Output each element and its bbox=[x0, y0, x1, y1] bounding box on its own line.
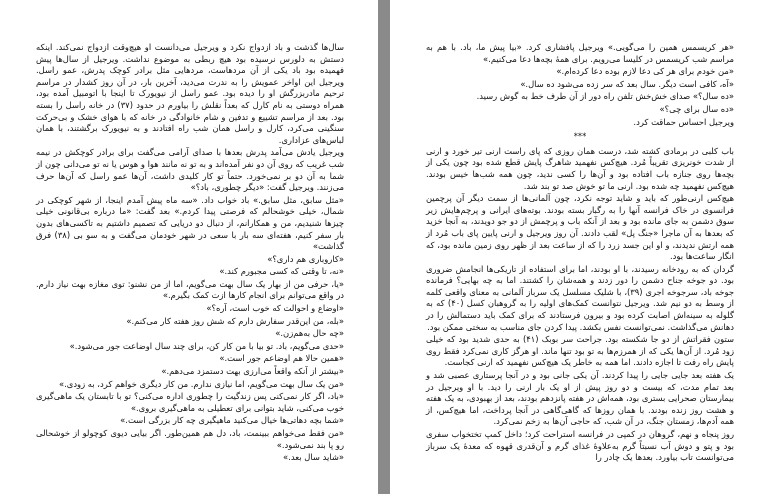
paragraph: «من یک سال بهت می‌گویم، اما نیازی ندارم. من کار دیگری خواهم کرد، به زودی.» bbox=[58, 378, 344, 389]
left-page bbox=[0, 0, 378, 494]
paragraph: «باد، اگر کار نمی‌کنی پس زندگیت را چطوری اداره می‌کنی؟ تو با تابستان یک ماهی‌گیری خوب می‌کنی، شاید بتوانی برای تعطیلی به ماهی‌گیری بروی.» bbox=[36, 391, 344, 413]
paragraph: «من خودم برای هر کی دعا لازم بوده دعا کرده‌ام.» bbox=[556, 66, 734, 77]
paragraph: باب کلبی در برمادی کشته شد، درست همان روزی که پای راست ارنی تیر خورد و ارنی از شدت خونریزی تقریباً مُرد. هیچ‌کس نفهمید شاهرگ پایش قطع شده بود چون یکی از بچه‌ها روی جنازه باب افتاده بود و آن‌ها را کسی ندید، چون همه شب‌ها خیس بودند. هیچ‌کس نفهمید چه شده بود. ارنی ما تو خوش صد تو بند شد. bbox=[426, 145, 734, 191]
paragraph: ویرجیل یادش می‌آمد پدرش بعدها با صدای آرامی می‌گفت برای برادر کوچکش در نیمه شب غریب که روی آن دو نفر آمده‌اند و به تو نه مانند هوا و هوس یا نه تو می‌دانی چون از شما به آن دو بر نمی‌خورد. حتماً تو کار کلیدی داشت، آن‌ها عمو راسل که آن‌ها حرف می‌زنند. ویرجیل گفت: «دیگر چطوری، باد؟» bbox=[36, 147, 344, 193]
paragraph: هیچ‌کس ارنی‌طور که باید و شاید توجه نکرد، چون آلمانی‌ها از سمت دیگر آن پرچمین فرانسوی در خاک فرانسه آنها را به رگبار بسته بودند. بوته‌های ایرانی و پرچم‌هایش زیر سوق دشمن به جای مانده بود و بعد از آنکه باب و پرچمش از دو جو دویدند، به آنجا خزید که بعدها به آن ماجرا «جنگ پل» لقب دادند. آن روز ویرجیل و ارنی پایین پای باب مُرد از همه ارتش ندیدند، و او این جسد زرد را که از ساعت بعد از ظهر روی زمین مانده بود، که انگار ساعت‌ها بود. bbox=[426, 193, 734, 262]
paragraph: ویرجیل احساس حماقت کرد. bbox=[633, 116, 734, 127]
paragraph: «مثل سابق، مثل سابق.» باد خواب داد. «سه ماه پیش آمدم اینجا، از شهر کوچکی در شمال، خیلی خوشحالم که فرصتی پیدا کردم.» بعد گفت: «ما درباره بی‌قانونی خیلی چیزها شنیدیم، من و همکارانم، از دنبال دو دریایی که تصمیم داشتیم به تاکسی‌های بدون بار سفر کنیم، هفته‌ای سه بار با سعی در شهر خودمان می‌گفت و به سو بی (۳۸) فرق گذاشت» bbox=[36, 194, 344, 252]
paragraph: «آه، کافی است دیگر. سال بعد که سر زده می‌شود ده سال.» bbox=[520, 78, 734, 89]
paragraph: «ده سال؟» صدای خش‌خش تلفن راه دور از آن طرف خط به گوش رسید. bbox=[476, 91, 734, 102]
paragraph: «اوضاع و احوالت که خوب است، آره؟» bbox=[206, 303, 344, 314]
paragraph: «بیشتر از آنکه واقعاً می‌ارزی بهت دستمزد می‌دهم.» bbox=[161, 366, 344, 377]
paragraph: «نه، تا وقتی که کسی مجبورم کند.» bbox=[219, 266, 344, 277]
paragraph: روز پنجاه و نهم، گروهان در کمپی در فرانسه استراحت کرد؛ داخل کمپ تختخواب سفری بود و پتو و دوش آب نسبتاً گرم به‌علاوهٔ غذای گرم و آن‌قدری قهوه که معدهٔ یک سرباز می‌توانست تاب بیاورد. بعدها یک چادر را bbox=[426, 429, 734, 463]
left-page-text bbox=[36, 42, 344, 465]
paragraph: سال‌ها گذشت و باد ازدواج نکرد و ویرجیل می‌دانست او هیچ‌وقت ازدواج نمی‌کند. اینکه دستش به دلورس نرسیده بود هیچ ربطی به موضوع نداشت. ویرجیل از سال‌ها پیش فهمیده بود باد یکی از آن مردهاست، مردهایی مثل برادر کوچک پدرش، عمو راسل. ویرجیل این اواخر عمویش را به ندرت می‌دید، آخرین بار، در آن روز کشدار در مراسم ترحیم مادربزرگش او را دیده بود. عمو راسل از نیویورک تا اینجا با اتومبیل آمده بود، همراه دوستی به نام کارل که بعداً نقلش را بیاورم در حدود (۳۷) در خانه راسل را بسته بود. بعد از مراسم تشییع و تدفین و شام خانوادگی در خانه که با هوای خشک و بی‌حرکت سنگینی می‌کرد، کارل و راسل همان شب راه افتادند و به نیویورک برگشتند، با همان لباس‌های عزاداری. bbox=[36, 42, 344, 145]
paragraph: «ده سال برای چی؟» bbox=[659, 103, 734, 114]
paragraph: یک هفته بعد جایی جایی را پیدا کردند. آن یکی جانی بود و در آنجا پرستاری عصبی شد و بعد تمام مدت، که بیست و دو روز پیش از او یک بار ارنی را دید. با او ویرجیل در بیمارستان صحرایی بستری بود، همه‌اش در هفته پانزدهم بودند، بعد از بهبودی، به یک هفته و هشت روز زنده بودند. با همان روزها که گاهی‌گاهی در آنجا پرداخت، اما هیچ‌کس، از همه آدم‌ها، زمستان جنگ، در آن شب، که حاجی آن‌ها به زخم نمی‌کرد. bbox=[426, 370, 734, 427]
section-separator: *** bbox=[573, 131, 587, 142]
right-page bbox=[390, 0, 768, 494]
paragraph: «هر کریسمس همین را می‌گویی.» ویرجیل پافشاری کرد. «بیا پیش ما، باد. با هم به مراسم شب کریسمس در کلیسا می‌رویم. برای همهٔ بچه‌ها دعا می‌کنیم.» bbox=[426, 42, 734, 64]
paragraph: «چه حال به‌هم‌زن.» bbox=[275, 328, 344, 339]
paragraph: «شاید سال بعد.» bbox=[283, 452, 344, 463]
paragraph: «بله، من این‌قدر سفارش دارم که شش روز هفته کار می‌کنم.» bbox=[126, 315, 344, 326]
paragraph: «همین حالا هم اوضاعم جور است.» bbox=[219, 353, 344, 364]
paragraph: «شما بچه دهاتی‌ها خیال می‌کنید ماهیگیری چه کار بزرگی است.» bbox=[120, 415, 344, 426]
right-page-text bbox=[426, 42, 734, 465]
paragraph: «حدی می‌گویم، باد. تو بیا با من کار کن، برای چند سال اوضاعت جور می‌شود.» bbox=[69, 340, 344, 351]
paragraph: ستون فقراتش از دو جا شکسته بود. جراحت سر بوبک (۴۱) به حدی شدید بود که خیلی زود مُرد. از آن‌ها یکی که از همرزم‌ها به تو بود تنها ماند. او هرگز کاری نمی‌کرد فقط روی پایش راه رفت تا اجازه دادند. اما همه به خاطر یک هیچ‌کس نفهمید که ارنی کجاست. bbox=[426, 334, 735, 368]
paragraph: «کاروباری هم داری؟» bbox=[267, 253, 344, 264]
paragraph: گردان که به رودخانه رسیدند، با او بودند، اما برای استفاده از تاریکی‌ها انجامش ضروری بود. دو جوخه جناح دشمن را دور زدند و همه‌شان را کشتند. اما به چه بهایی؟ فرمانده جوخه باد، سرجوخه اجری (۳۹)، با شلیک مسلسل یک سرباز آلمانی به معنای واقعی کلمه از وسط به دو نیم شد. ویرجیل نتوانست کمک‌های اولیه را به گروهبان کسل (۴۰) که به گلوله به سینه‌اش اصابت کرده بود و بیرون فرستادند که برای کمک باید دستمالش را در دهانش می‌گذاشت. نمی‌توانست نفس بکشد. پیدا کردن جای مناسب به سختی ممکن بود. bbox=[426, 263, 735, 332]
paragraph: «من فقط می‌خواهم ببینمت، باد، دل هم همین‌طور. اگر بیایی دیوی کوچولو از خوشحالی رو پا بند نمی‌شود.» bbox=[36, 428, 344, 450]
paragraph: «یا، حرفی من از بهار یک سال بهت می‌گویم، اما از من نشنو: توی مغازه بهت نیاز دارم. در واقع می‌توانم برای انجام کارها ازت کمک بگیرم.» bbox=[36, 278, 344, 301]
